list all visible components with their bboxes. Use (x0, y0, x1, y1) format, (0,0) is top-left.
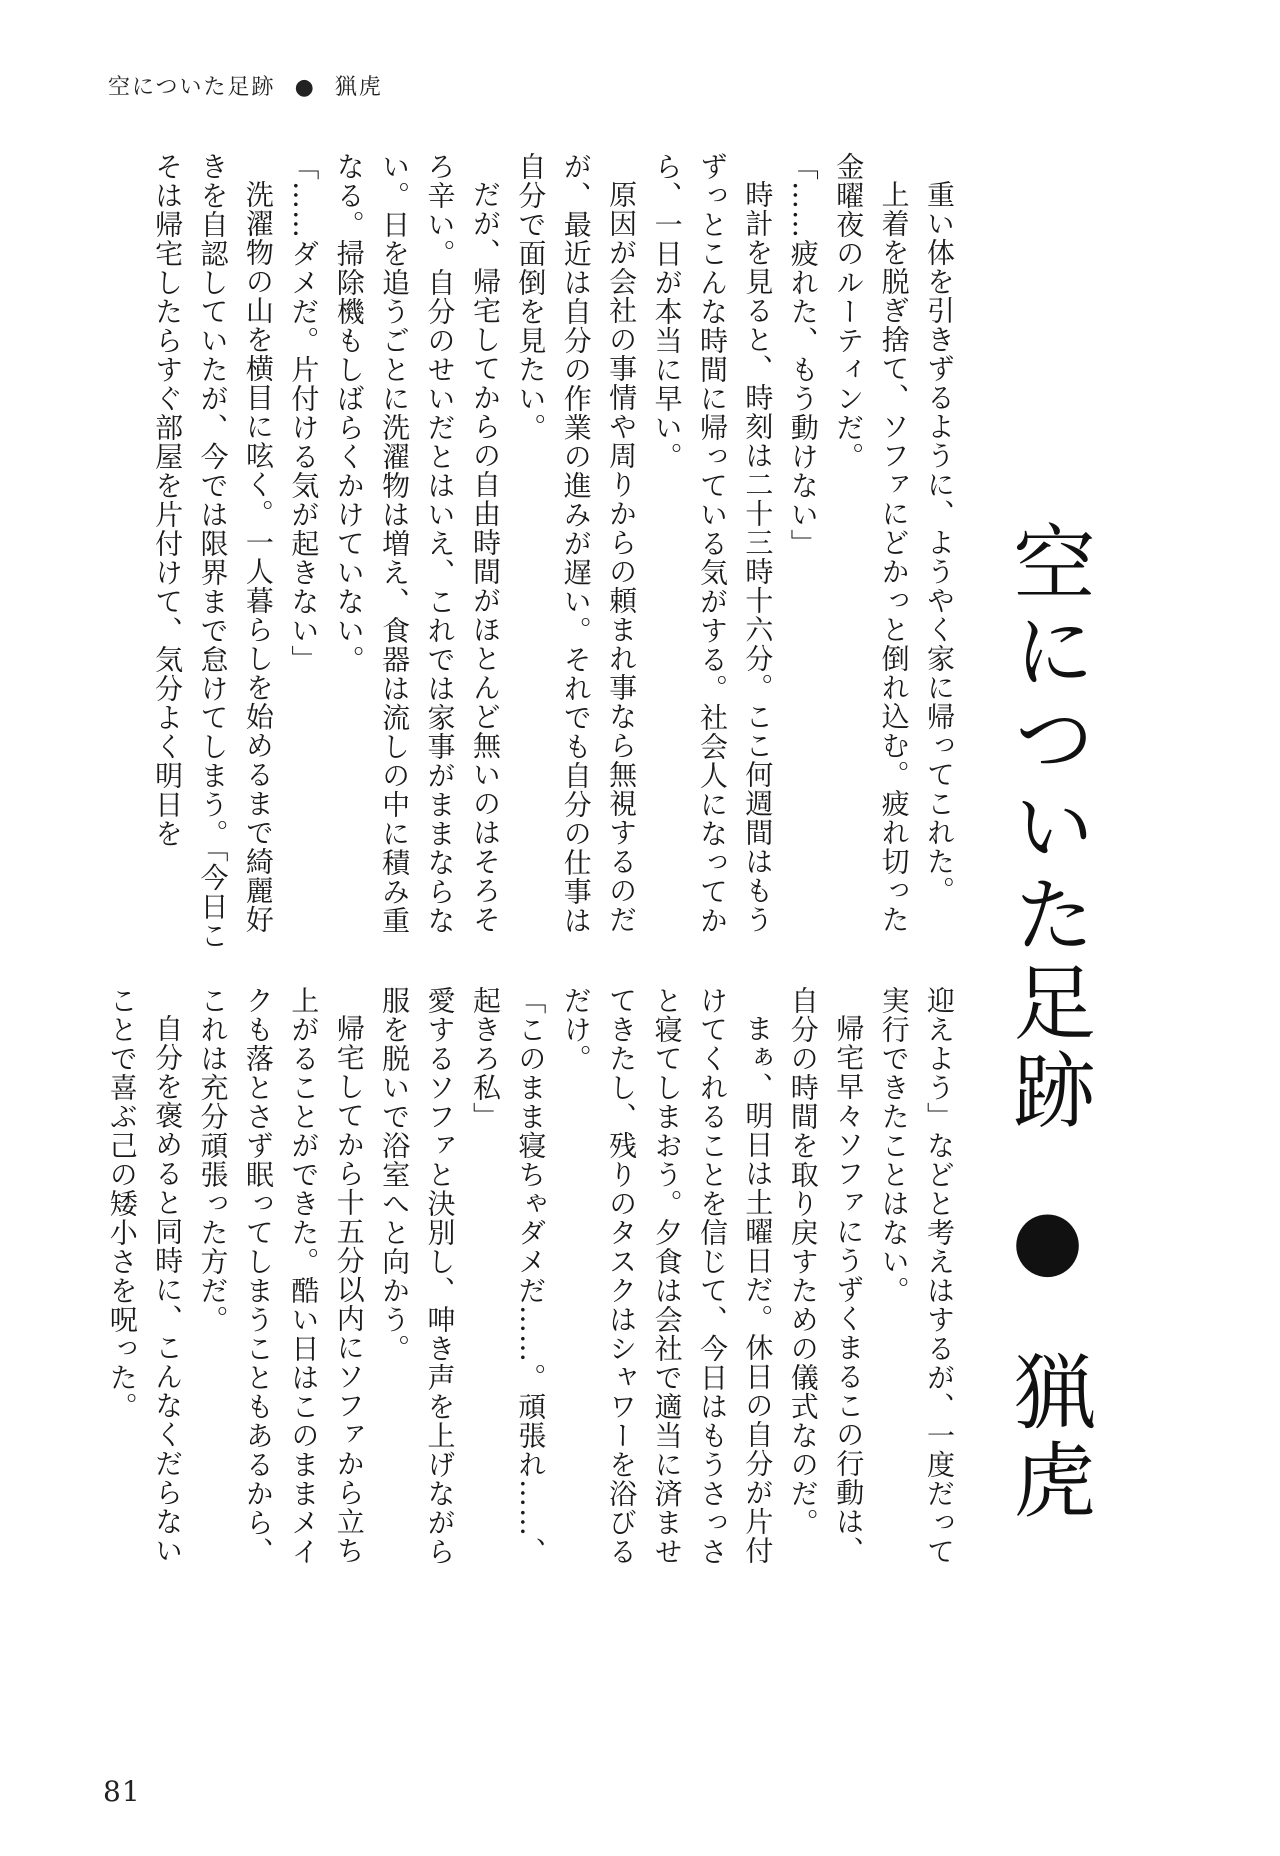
header-author: 猟虎 (334, 75, 383, 100)
paragraph: 時計を見ると、時刻は二十三時十六分。ここ何週間はもうずっとこんな時間に帰っている気がする。社会人になってから、一日が本当に早い。 (650, 152, 775, 935)
body-text-lower (105, 986, 962, 1566)
paragraph: まぁ、明日は土曜日だ。休日の自分が片付けてくれることを信じて、今日はもうさっさと寝てしまおう。夕食は会社で適当に済ませてきたし、残りのタスクはシャワーを浴びるだけ。 (559, 986, 775, 1566)
paragraph: 重い体を引きずるように、ようやく家に帰ってこれた。 (923, 180, 956, 905)
paragraph-continued: 迎えよう」などと考えはするが、一度だって実行できたことはない。 (877, 986, 956, 1566)
running-header (108, 70, 393, 101)
story-title-block (992, 520, 1102, 1526)
story-author: 猟虎 (1000, 1349, 1095, 1526)
paragraph: 原因が会社の事情や周りからの頼まれ事なら無視するのだが、最近は自分の作業の進みが遅い。それでも自分の仕事は自分で面倒を見たい。 (514, 152, 639, 935)
header-story-title: 空についた足跡 (108, 75, 276, 100)
dialogue-line: 「……疲れた、もう動けない」 (786, 152, 820, 558)
paragraph: 自分を褒めると同時に、こんなくだらないことで喜ぶ己の矮小さを呪った。 (105, 986, 185, 1565)
paragraph: 上着を脱ぎ捨て、ソファにどかっと倒れ込む。疲れ切った金曜夜のルーティンだ。 (832, 152, 911, 934)
page-number: 81 (103, 1775, 141, 1808)
title-separator-icon: ● (1000, 1192, 1095, 1294)
paragraph-continued: 愛するソファと決別し、呻き声を上げながら服を脱いで浴室へと向かう。 (378, 986, 457, 1566)
story-title: 空についた足跡 (1000, 520, 1095, 1136)
paragraph: 洗濯物の山を横目に呟く。一人暮らしを始めるまで綺麗好きを自認していたが、今では限界まで怠けてしまう。「今日こそは帰宅したらすぐ部屋を片付けて、気分よく明日を (151, 152, 275, 950)
dialogue-line: 「……ダメだ。片付ける気が起きない」 (287, 152, 321, 674)
header-separator-icon: ● (294, 75, 316, 100)
body-text-upper (126, 152, 962, 960)
paragraph: 帰宅早々ソファにうずくまるこの行動は、自分の時間を取り戻すための儀式なのだ。 (786, 986, 866, 1565)
dialogue-line: 「このまま寝ちゃダメだ……。頑張れ……、起きろ私」 (468, 986, 548, 1566)
paragraph: だが、帰宅してからの自由時間がほとんど無いのはそろそろ辛い。自分のせいだとはいえ、これでは家事がままならない。日を追うごとに洗濯物は増え、食器は流しの中に積み重なる。掃除機もしばらくかけていない。 (332, 152, 502, 935)
paragraph: 帰宅してから十五分以内にソファから立ち上がることができた。酷い日はこのままメイクも落とさず眠ってしまうこともあるから、これは充分頑張った方だ。 (196, 986, 366, 1566)
